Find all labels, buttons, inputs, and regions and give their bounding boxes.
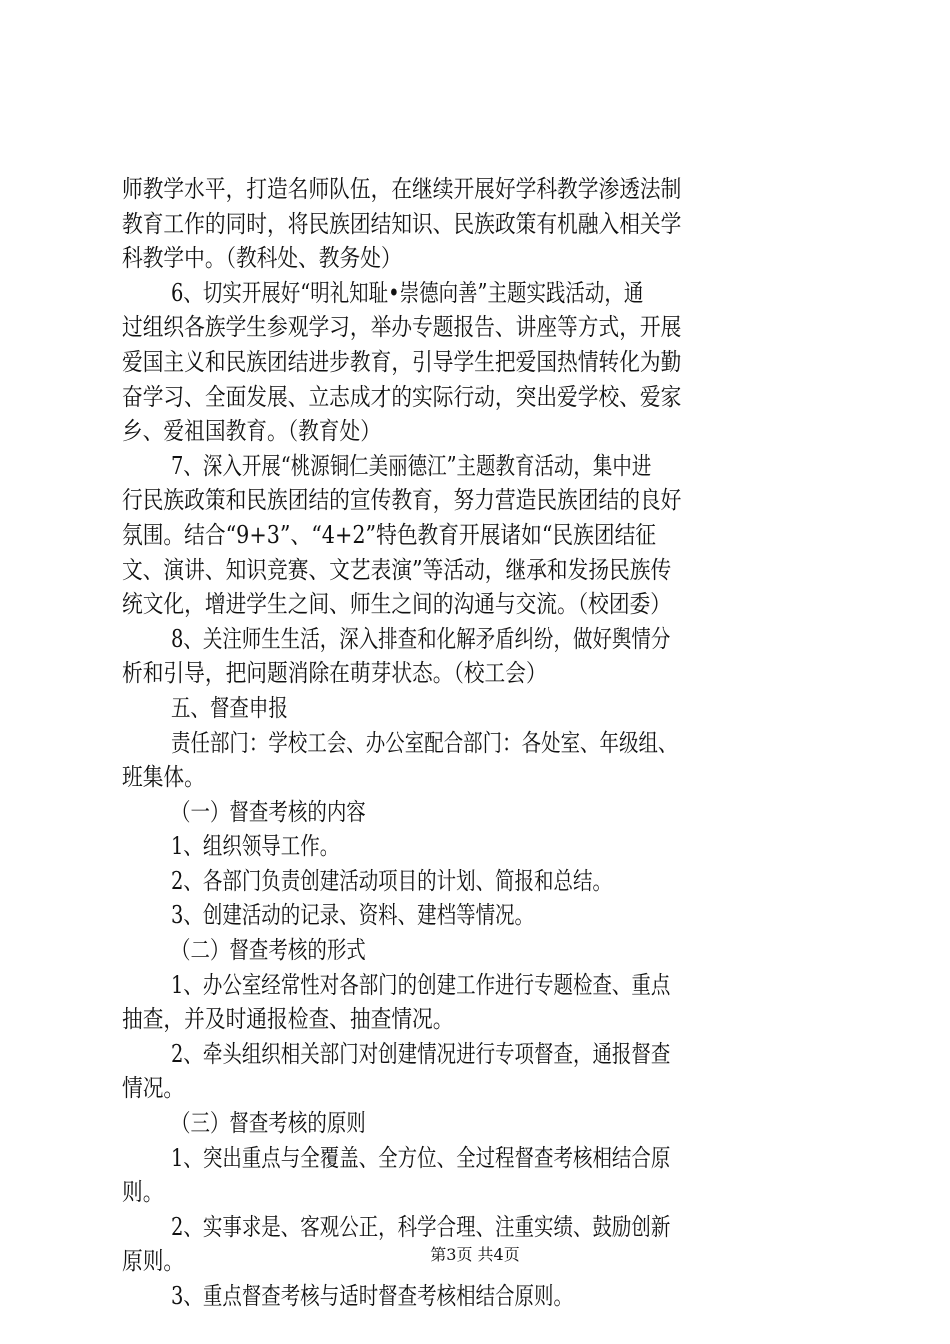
text-line: 2、牵头组织相关部门对创建情况进行专项督查，通报督查 bbox=[171, 1039, 671, 1068]
text-line: 统文化，增进学生之间、师生之间的沟通与交流。（校团委） bbox=[122, 590, 671, 619]
text-line: 班集体。 bbox=[122, 763, 205, 792]
page-footer bbox=[0, 1242, 950, 1265]
text-line: 1、组织领导工作。 bbox=[171, 832, 340, 861]
subsection-heading: （三）督查考核的原则 bbox=[171, 1109, 366, 1138]
text-line: 原则。 bbox=[122, 1247, 185, 1276]
text-line: 过组织各族学生参观学习，举办专题报告、讲座等方式，开展 bbox=[122, 313, 682, 342]
section-heading: 五、督查申报 bbox=[171, 693, 288, 722]
text-line: 科教学中。（教科处、教务处） bbox=[122, 244, 402, 273]
subsection-heading: （二）督查考核的形式 bbox=[171, 936, 366, 965]
text-line: 6、切实开展好“明礼知耻•崇德向善”主题实践活动，通 bbox=[171, 278, 644, 307]
text-line: 乡、爱祖国教育。（教育处） bbox=[122, 417, 381, 446]
text-line: 析和引导，把问题消除在萌芽状态。（校工会） bbox=[122, 659, 547, 688]
text-line: 1、办公室经常性对各部门的创建工作进行专题检查、重点 bbox=[171, 970, 671, 999]
text-line: 2、实事求是、客观公正，科学合理、注重实绩、鼓励创新 bbox=[171, 1212, 671, 1241]
text-line: 师教学水平，打造名师队伍，在继续开展好学科教学渗透法制 bbox=[122, 175, 682, 203]
text-line: 行民族政策和民族团结的宣传教育，努力营造民族团结的良好 bbox=[122, 486, 682, 515]
text-line: 则。 bbox=[122, 1178, 164, 1207]
document-body bbox=[0, 172, 950, 1314]
text-line: 3、重点督查考核与适时督查考核相结合原则。 bbox=[171, 1282, 573, 1310]
page-number-label: 第3页 共4页 bbox=[430, 1245, 520, 1264]
text-line: 教育工作的同时，将民族团结知识、民族政策有机融入相关学 bbox=[122, 209, 682, 238]
text-line: 文、演讲、知识竞赛、文艺表演”等活动，继承和发扬民族传 bbox=[122, 555, 672, 584]
text-line: 奋学习、全面发展、立志成才的实际行动，突出爱学校、爱家 bbox=[122, 382, 682, 411]
text-line: 爱国主义和民族团结进步教育，引导学生把爱国热情转化为勤 bbox=[122, 347, 682, 376]
subsection-heading: （一）督查考核的内容 bbox=[171, 797, 366, 826]
text-line: 1、突出重点与全覆盖、全方位、全过程督查考核相结合原 bbox=[171, 1143, 671, 1172]
text-line: 责任部门：学校工会、办公室配合部门：各处室、年级组、 bbox=[171, 728, 678, 757]
text-line: 抽查，并及时通报检查、抽查情况。 bbox=[122, 1005, 454, 1034]
text-line: 8、关注师生生活，深入排查和化解矛盾纠纷，做好舆情分 bbox=[171, 624, 671, 653]
text-line: 3、创建活动的记录、资料、建档等情况。 bbox=[171, 901, 535, 930]
text-line: 2、各部门负责创建活动项目的计划、简报和总结。 bbox=[171, 866, 612, 895]
text-line: 情况。 bbox=[122, 1074, 185, 1103]
text-line: 7、深入开展“桃源铜仁美丽德江”主题教育活动，集中进 bbox=[171, 451, 652, 480]
text-line: 氛围。结合“9+3”、“4+2”特色教育开展诸如“民族团结征 bbox=[122, 520, 657, 549]
